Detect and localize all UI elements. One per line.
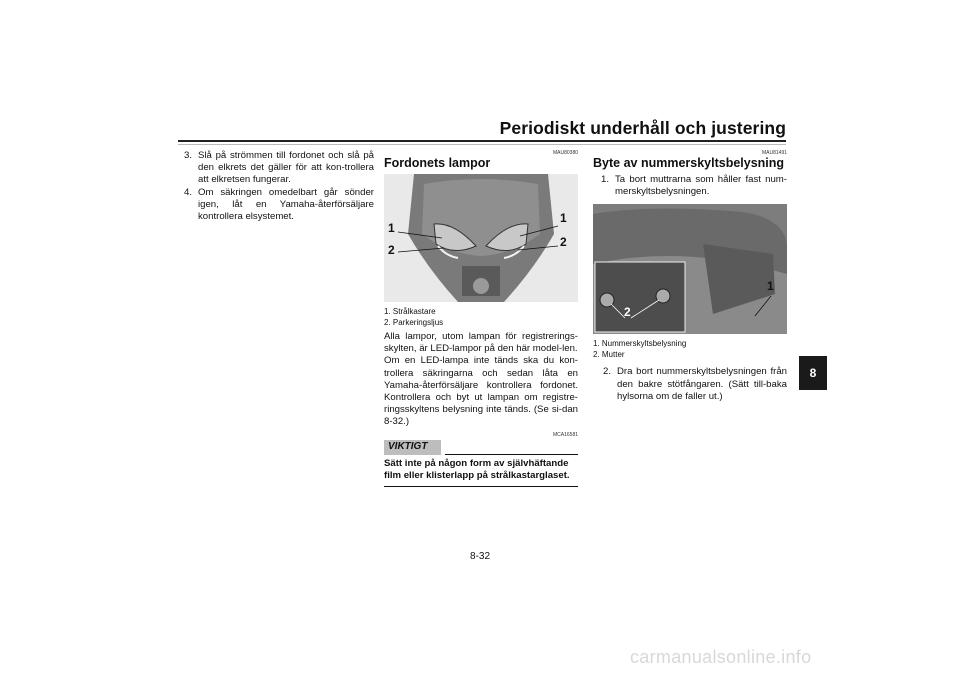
notice-label: VIKTIGT xyxy=(384,440,441,455)
notice-rule xyxy=(445,454,578,455)
callout-1: 1 xyxy=(767,279,774,294)
list-item xyxy=(184,187,374,224)
paragraph: Om en LED-lampa inte tänds ska du kon-trollera säkringarna och sedan låta en Yamaha-återförsäljare kontrollera fordonet. Kontrollera och byt ut lampan om registre-ringsskyltens belysning inte tänds. (Se si-dan 8-32.) xyxy=(384,355,578,428)
list-item xyxy=(593,174,787,198)
list-number: 1. xyxy=(601,174,610,185)
list-text: Om säkringen omedelbart går sönder igen, låt en Yamaha-återförsäljare kontrollera elsystemet. xyxy=(198,186,374,223)
callout-1-left: 1 xyxy=(388,221,395,235)
list-number: 3. xyxy=(184,150,193,161)
paragraph: Alla lampor, utom lampan för registrerings-skylten, är LED-lampor på den här model-len. xyxy=(384,331,578,355)
list-item xyxy=(593,366,787,403)
caption-line: 1. Strålkastare xyxy=(384,307,436,316)
headlight-illustration xyxy=(384,174,578,302)
list-text: Dra bort nummerskyltsbelysningen från den bakre stötfångaren. (Sätt till-baka hylsorna om de faller ut.) xyxy=(617,366,787,402)
list-item xyxy=(184,150,374,187)
page-title: Periodiskt underhåll och justering xyxy=(499,118,786,138)
callout-2-left: 2 xyxy=(388,243,395,257)
page-number: 8-32 xyxy=(469,551,490,562)
section-code: MAU80380 xyxy=(552,150,578,156)
column-1 xyxy=(184,150,374,223)
section-heading: Fordonets lampor xyxy=(384,156,491,170)
callout-2-right: 2 xyxy=(560,235,567,249)
notice-code: MCA16581 xyxy=(552,431,578,438)
notice-header xyxy=(384,440,578,455)
column-3 xyxy=(593,150,787,403)
headlight-photo xyxy=(384,174,578,302)
notice-text: Sätt inte på någon form av självhäftande film eller klisterlapp på strålkastarglaset. xyxy=(384,458,578,487)
section-heading: Byte av nummerskyltsbelysning xyxy=(593,156,785,170)
license-light-photo xyxy=(593,204,787,334)
header-rule xyxy=(178,140,786,142)
figure-caption xyxy=(384,306,578,328)
column-2 xyxy=(384,150,578,487)
caption-line: 2. Parkeringsljus xyxy=(384,318,444,327)
watermark[interactable]: carmanualsonline.info xyxy=(630,647,812,667)
list-text: Ta bort muttrarna som håller fast num-merskyltsbelysningen. xyxy=(615,174,787,198)
list-number: 2. xyxy=(603,366,612,378)
header-rule-thin xyxy=(178,144,786,145)
caption-line: 2. Mutter xyxy=(593,350,625,360)
list-number: 4. xyxy=(184,186,193,198)
chapter-tab[interactable]: 8 xyxy=(799,356,827,390)
caption-line: 1. Nummerskyltsbelysning xyxy=(593,339,687,349)
callout-2: 2 xyxy=(624,305,631,320)
figure-caption xyxy=(593,338,787,360)
list-text: Slå på strömmen till fordonet och slå på den elkrets det gäller för att kon-trollera att elkretsen fungerar. xyxy=(198,150,374,186)
license-light-illustration xyxy=(593,204,787,334)
callout-1-right: 1 xyxy=(560,211,567,225)
section-code: MAU81491 xyxy=(761,150,787,156)
